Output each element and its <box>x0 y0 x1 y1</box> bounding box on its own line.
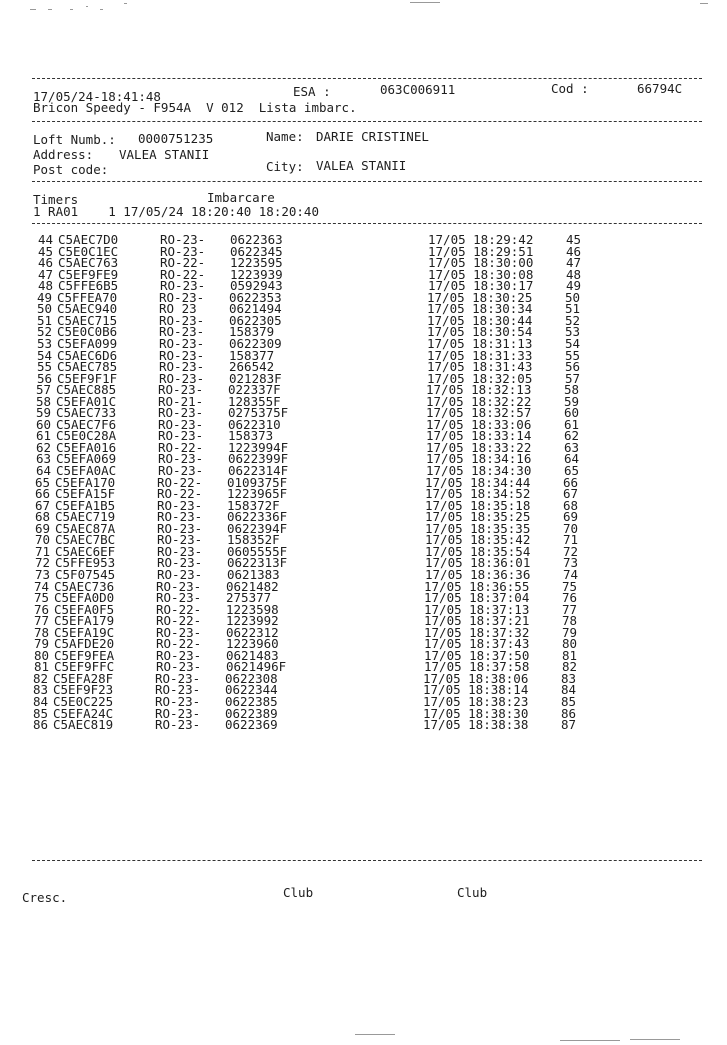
row-ring: C5AEC7F6 <box>56 416 117 432</box>
row-num: 158373 <box>228 428 274 444</box>
row-idx: 80 <box>34 647 50 663</box>
scan-specks-bottom <box>0 1025 727 1045</box>
row-pos: 77 <box>562 601 578 617</box>
row-idx: 63 <box>36 451 52 467</box>
row-num: 0622363 <box>230 232 283 247</box>
row-ring: C5EFA24C <box>53 705 114 721</box>
timers-title: Timers <box>33 192 79 207</box>
scan-specks-top <box>0 0 727 20</box>
cresc-label: Cresc. <box>22 890 68 905</box>
row-idx: 77 <box>34 613 50 629</box>
row-num: 0622394F <box>227 520 288 536</box>
name-label: Name: <box>266 129 304 144</box>
row-pos: 60 <box>564 405 580 421</box>
row-idx: 72 <box>35 555 51 571</box>
row-idx: 76 <box>34 601 50 617</box>
row-prefix: RO-23- <box>156 578 202 594</box>
row-prefix: RO-23- <box>159 324 205 340</box>
row-prefix: RO-22- <box>157 474 203 490</box>
row-pos: 67 <box>563 486 579 502</box>
row-pos: 59 <box>564 393 580 409</box>
row-idx: 44 <box>38 232 54 247</box>
row-prefix: RO-23- <box>159 370 205 386</box>
row-idx: 82 <box>33 670 49 686</box>
row-idx: 64 <box>36 463 52 478</box>
row-pos: 81 <box>562 647 578 663</box>
row-num: 0622389 <box>225 705 278 721</box>
row-prefix: RO-23- <box>157 520 203 536</box>
row-pos: 45 <box>566 232 582 247</box>
row-num: 158352F <box>227 532 280 548</box>
row-num: 0621496F <box>226 659 287 675</box>
row-prefix: RO-23- <box>159 312 205 328</box>
row-prefix: RO-23- <box>158 382 204 398</box>
row-idx: 48 <box>38 278 54 294</box>
row-ring: C5EFA01C <box>56 393 117 409</box>
row-ring: C5AEC885 <box>56 382 117 398</box>
row-dt: 17/05 18:29:51 <box>428 243 534 259</box>
row-prefix: RO-21- <box>158 393 204 409</box>
row-num: 0622312 <box>226 624 279 640</box>
row-ring: C5FFE953 <box>55 555 116 571</box>
loft-number-label: Loft Numb.: <box>33 132 116 147</box>
imbarcare-label: Imbarcare <box>207 190 275 205</box>
row-num: 1223595 <box>230 255 283 271</box>
row-ring: C5E0C0B6 <box>57 324 118 340</box>
row-num: 0622353 <box>229 289 282 305</box>
row-prefix: RO-23- <box>158 416 204 432</box>
row-idx: 86 <box>33 717 49 733</box>
row-idx: 55 <box>37 359 53 375</box>
row-idx: 62 <box>36 439 52 455</box>
row-num: 1223960 <box>226 636 279 652</box>
row-dt: 17/05 18:31:33 <box>427 347 533 363</box>
row-num: 0622309 <box>229 335 282 351</box>
row-pos: 69 <box>563 509 579 525</box>
row-ring: C5AEC7D0 <box>58 232 119 247</box>
row-dt: 17/05 18:30:17 <box>428 278 534 294</box>
loft-number-value: 0000751235 <box>138 131 214 146</box>
row-prefix: RO-23- <box>157 555 203 571</box>
row-dt: 17/05 18:37:21 <box>424 613 530 629</box>
row-ring: C5FFEA70 <box>57 289 118 305</box>
row-idx: 54 <box>37 347 53 363</box>
row-pos: 57 <box>565 370 581 386</box>
esa-value: 063C006911 <box>380 82 456 97</box>
row-ring: C5AEC715 <box>57 312 118 328</box>
row-dt: 17/05 18:32:57 <box>426 405 532 421</box>
row-prefix: RO-22- <box>156 601 202 617</box>
row-ring: C5E0C1EC <box>58 243 119 259</box>
row-pos: 48 <box>566 266 582 282</box>
row-prefix: RO-22- <box>158 439 204 455</box>
row-ring: C5EF9F1F <box>57 370 118 386</box>
row-ring: C5EFA179 <box>54 613 115 629</box>
name-value: DARIE CRISTINEL <box>316 129 429 144</box>
row-pos: 87 <box>561 717 577 733</box>
row-dt: 17/05 18:32:13 <box>426 382 532 398</box>
row-idx: 57 <box>36 382 52 398</box>
row-prefix: RO-23- <box>155 670 201 686</box>
row-num: 0621383 <box>227 566 280 582</box>
row-pos: 50 <box>565 289 581 305</box>
row-dt: 17/05 18:37:43 <box>424 636 530 652</box>
row-num: 158379 <box>229 324 275 340</box>
row-num: 158372F <box>227 497 280 513</box>
row-num: 275377 <box>226 590 272 606</box>
row-prefix: RO-23- <box>157 543 203 559</box>
device-line: Bricon Speedy - F954A V 012 Lista imbarc. <box>33 100 357 115</box>
row-idx: 61 <box>36 428 52 444</box>
row-num: 0622310 <box>228 416 281 432</box>
row-ring: C5EFA069 <box>56 451 117 467</box>
row-ring: C5FFE6B5 <box>58 278 119 294</box>
row-num: 158377 <box>229 347 275 363</box>
row-ring: C5AEC819 <box>53 717 114 733</box>
club-label: Club <box>283 885 314 900</box>
row-pos: 49 <box>566 278 582 294</box>
row-dt: 17/05 18:38:30 <box>423 705 529 721</box>
row-pos: 83 <box>561 670 577 686</box>
row-idx: 46 <box>38 255 54 271</box>
row-ring: C5F07545 <box>55 566 116 582</box>
timer-line: 1 RA01 1 17/05/24 18:20:40 18:20:40 <box>33 204 319 219</box>
row-pos: 62 <box>564 428 580 444</box>
row-idx: 47 <box>38 266 54 282</box>
city-value: VALEA STANII <box>316 158 407 173</box>
address-label: Address: <box>33 147 94 162</box>
club-label: Club <box>457 885 488 900</box>
row-pos: 80 <box>562 636 578 652</box>
row-pos: 72 <box>563 543 579 559</box>
row-pos: 58 <box>564 382 580 398</box>
row-pos: 66 <box>563 474 579 490</box>
row-dt: 17/05 18:37:04 <box>424 590 530 606</box>
row-ring: C5EFA0AC <box>56 463 117 478</box>
row-pos: 86 <box>561 705 577 721</box>
row-pos: 75 <box>562 578 578 594</box>
row-pos: 71 <box>563 532 579 548</box>
row-num: 0622369 <box>225 717 278 733</box>
row-prefix: RO-23- <box>160 278 206 294</box>
row-idx: 66 <box>35 486 51 502</box>
row-num: 0109375F <box>227 474 288 490</box>
row-idx: 67 <box>35 497 51 513</box>
row-num: 0592943 <box>230 278 283 294</box>
row-pos: 46 <box>566 243 582 259</box>
row-prefix: RO-23- <box>158 405 204 421</box>
row-dt: 17/05 18:30:44 <box>427 312 533 328</box>
row-ring: C5EFA099 <box>57 335 118 351</box>
row-num: 0621494 <box>229 301 282 317</box>
row-dt: 17/05 18:33:22 <box>426 439 532 455</box>
row-dt: 17/05 18:35:42 <box>425 532 531 548</box>
row-prefix: RO 23 <box>159 301 197 317</box>
cod-value: 66794C <box>637 81 683 96</box>
row-prefix: RO-22- <box>160 255 206 271</box>
row-dt: 17/05 18:30:34 <box>427 301 533 317</box>
row-pos: 70 <box>563 520 579 536</box>
row-prefix: RO-23- <box>158 451 204 467</box>
row-prefix: RO-23- <box>155 717 201 733</box>
postcode-label: Post code: <box>33 162 109 177</box>
row-num: 0605555F <box>227 543 288 559</box>
divider <box>32 121 702 122</box>
row-dt: 17/05 18:30:08 <box>428 266 534 282</box>
row-ring: C5EFA28F <box>53 670 114 686</box>
row-idx: 49 <box>37 289 53 305</box>
row-idx: 58 <box>36 393 52 409</box>
row-idx: 83 <box>33 682 49 698</box>
row-dt: 17/05 18:35:35 <box>425 520 531 536</box>
row-dt: 17/05 18:32:22 <box>426 393 532 409</box>
row-prefix: RO-23- <box>157 509 203 525</box>
row-num: 0622313F <box>227 555 288 571</box>
row-num: 0622344 <box>225 682 278 698</box>
row-dt: 17/05 18:37:50 <box>424 647 530 663</box>
row-ring: C5EF9FEA <box>54 647 115 663</box>
row-num: 1223965F <box>227 486 288 502</box>
row-prefix: RO-22- <box>160 266 206 282</box>
row-pos: 61 <box>564 416 580 432</box>
row-pos: 76 <box>562 590 578 606</box>
row-dt: 17/05 18:38:14 <box>423 682 529 698</box>
row-num: 1223939 <box>230 266 283 282</box>
row-prefix: RO-23- <box>158 428 204 444</box>
row-prefix: RO-23- <box>155 705 201 721</box>
row-dt: 17/05 18:35:18 <box>425 497 531 513</box>
row-pos: 47 <box>566 255 582 271</box>
row-prefix: RO-23- <box>157 566 203 582</box>
row-dt: 17/05 18:37:58 <box>424 659 530 675</box>
row-prefix: RO-23- <box>159 359 205 375</box>
row-pos: 65 <box>564 463 580 478</box>
row-prefix: RO-22- <box>156 613 202 629</box>
row-prefix: RO-23- <box>156 659 202 675</box>
row-ring: C5AEC763 <box>58 255 119 271</box>
row-dt: 17/05 18:38:06 <box>423 670 529 686</box>
row-prefix: RO-23- <box>160 232 206 247</box>
row-idx: 45 <box>38 243 54 259</box>
row-prefix: RO-23- <box>157 497 203 513</box>
row-prefix: RO-23- <box>155 694 201 709</box>
row-dt: 17/05 18:30:25 <box>427 289 533 305</box>
row-dt: 17/05 18:37:13 <box>424 601 530 617</box>
row-pos: 53 <box>565 324 581 340</box>
row-idx: 78 <box>34 624 50 640</box>
city-label: City: <box>266 159 304 174</box>
row-idx: 59 <box>36 405 52 421</box>
row-ring: C5EFA0F5 <box>54 601 115 617</box>
row-num: 0622314F <box>228 463 289 478</box>
row-dt: 17/05 18:35:25 <box>425 509 531 525</box>
row-num: 022337F <box>228 382 281 398</box>
row-idx: 70 <box>35 532 51 548</box>
row-ring: C5EFA016 <box>56 439 117 455</box>
row-pos: 55 <box>565 347 581 363</box>
row-dt: 17/05 18:34:44 <box>425 474 531 490</box>
row-num: 1223598 <box>226 601 279 617</box>
row-num: 0622308 <box>225 670 278 686</box>
row-ring: C5AEC736 <box>54 578 115 594</box>
row-ring: C5AEC785 <box>57 359 118 375</box>
row-prefix: RO-23- <box>160 243 206 259</box>
row-idx: 56 <box>37 370 53 386</box>
row-dt: 17/05 18:38:23 <box>423 694 529 709</box>
divider <box>32 223 702 224</box>
row-pos: 63 <box>564 439 580 455</box>
row-prefix: RO-22- <box>156 636 202 652</box>
row-dt: 17/05 18:30:54 <box>427 324 533 340</box>
row-dt: 17/05 18:31:13 <box>427 335 533 351</box>
row-ring: C5EFA1B5 <box>55 497 116 513</box>
row-dt: 17/05 18:36:55 <box>424 578 530 594</box>
row-ring: C5AEC719 <box>55 509 116 525</box>
row-idx: 65 <box>35 474 51 490</box>
row-pos: 82 <box>562 659 578 675</box>
row-num: 266542 <box>229 359 275 375</box>
row-num: 0621483 <box>226 647 279 663</box>
row-pos: 74 <box>563 566 579 582</box>
row-pos: 85 <box>561 694 577 709</box>
row-dt: 17/05 18:38:38 <box>423 717 529 733</box>
row-num: 1223992 <box>226 613 279 629</box>
row-pos: 52 <box>565 312 581 328</box>
row-ring: C5AEC7BC <box>55 532 116 548</box>
row-pos: 78 <box>562 613 578 629</box>
divider <box>32 860 702 861</box>
row-dt: 17/05 18:37:32 <box>424 624 530 640</box>
row-idx: 75 <box>34 590 50 606</box>
row-idx: 81 <box>34 659 50 675</box>
row-idx: 68 <box>35 509 51 525</box>
row-dt: 17/05 18:34:16 <box>426 451 532 467</box>
row-dt: 17/05 18:33:14 <box>426 428 532 444</box>
row-dt: 17/05 18:29:42 <box>428 232 534 247</box>
row-dt: 17/05 18:31:43 <box>427 359 533 375</box>
row-prefix: RO-23- <box>158 463 204 478</box>
row-ring: C5EFA19C <box>54 624 115 640</box>
row-idx: 71 <box>35 543 51 559</box>
row-prefix: RO-23- <box>159 289 205 305</box>
row-idx: 79 <box>34 636 50 652</box>
row-dt: 17/05 18:32:05 <box>427 370 533 386</box>
row-prefix: RO-23- <box>159 347 205 363</box>
print-datetime: 17/05/24-18:41:48 <box>33 89 161 104</box>
row-ring: C5AEC87A <box>55 520 116 536</box>
row-ring: C5AFDE20 <box>54 636 115 652</box>
row-num: 0622336F <box>227 509 288 525</box>
row-num: 0622399F <box>228 451 289 467</box>
row-dt: 17/05 18:34:52 <box>425 486 531 502</box>
divider <box>32 181 702 182</box>
row-ring: C5EFA0D0 <box>54 590 115 606</box>
row-ring: C5EFA170 <box>55 474 116 490</box>
row-pos: 73 <box>563 555 579 571</box>
row-ring: C5EFA15F <box>55 486 116 502</box>
row-dt: 17/05 18:30:00 <box>428 255 534 271</box>
row-pos: 56 <box>565 359 581 375</box>
row-dt: 17/05 18:34:30 <box>426 463 532 478</box>
row-pos: 54 <box>565 335 581 351</box>
row-dt: 17/05 18:36:01 <box>425 555 531 571</box>
row-ring: C5EF9FFC <box>54 659 115 675</box>
row-dt: 17/05 18:33:06 <box>426 416 532 432</box>
row-idx: 73 <box>35 566 51 582</box>
row-prefix: RO-23- <box>156 647 202 663</box>
row-ring: C5AEC6EF <box>55 543 116 559</box>
row-pos: 68 <box>563 497 579 513</box>
row-num: 0621482 <box>226 578 279 594</box>
row-prefix: RO-23- <box>159 335 205 351</box>
esa-label: ESA : <box>293 84 331 99</box>
row-ring: C5AEC6D6 <box>57 347 118 363</box>
row-num: 128355F <box>228 393 281 409</box>
row-pos: 64 <box>564 451 580 467</box>
row-num: 1223994F <box>228 439 289 455</box>
row-num: 0622345 <box>230 243 283 259</box>
row-idx: 85 <box>33 705 49 721</box>
row-prefix: RO-23- <box>155 682 201 698</box>
row-idx: 84 <box>33 694 49 709</box>
list-item <box>0 717 727 733</box>
row-num: 0622305 <box>229 312 282 328</box>
row-num: 021283F <box>229 370 282 386</box>
row-num: 0622385 <box>225 694 278 709</box>
row-prefix: RO-23- <box>156 624 202 640</box>
row-prefix: RO-23- <box>156 590 202 606</box>
row-idx: 51 <box>37 312 53 328</box>
row-idx: 74 <box>34 578 50 594</box>
row-prefix: RO-22- <box>157 486 203 502</box>
cod-label: Cod : <box>551 81 589 96</box>
divider <box>32 78 702 79</box>
row-dt: 17/05 18:36:36 <box>425 566 531 582</box>
row-idx: 50 <box>37 301 53 317</box>
row-ring: C5E0C225 <box>53 694 114 709</box>
row-idx: 69 <box>35 520 51 536</box>
address-value: VALEA STANII <box>119 147 210 162</box>
row-pos: 79 <box>562 624 578 640</box>
row-pos: 84 <box>561 682 577 698</box>
row-num: 0275375F <box>228 405 289 421</box>
row-idx: 52 <box>37 324 53 340</box>
row-pos: 51 <box>565 301 581 317</box>
row-idx: 53 <box>37 335 53 351</box>
row-ring: C5AEC940 <box>57 301 118 317</box>
row-ring: C5AEC733 <box>56 405 117 421</box>
row-ring: C5EF9F23 <box>53 682 114 698</box>
row-idx: 60 <box>36 416 52 432</box>
row-ring: C5EF9FE9 <box>58 266 119 282</box>
row-ring: C5E0C28A <box>56 428 117 444</box>
row-dt: 17/05 18:35:54 <box>425 543 531 559</box>
row-prefix: RO-23- <box>157 532 203 548</box>
